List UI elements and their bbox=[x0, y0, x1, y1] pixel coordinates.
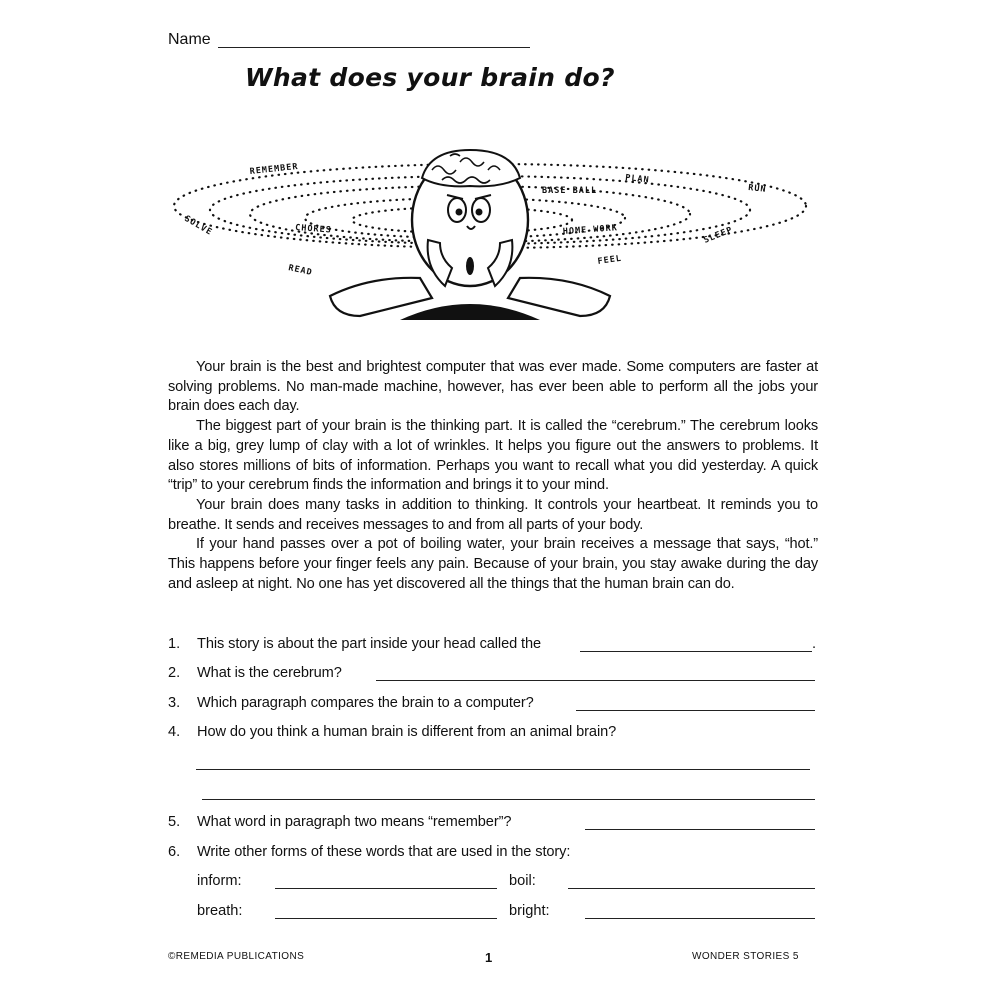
brain-illustration bbox=[170, 148, 820, 333]
answer-breath-line[interactable] bbox=[275, 918, 497, 919]
word-boil-label: boil: bbox=[509, 873, 536, 889]
answer-3-line[interactable] bbox=[576, 710, 815, 711]
story-paragraph-1: Your brain is the best and brightest computer that was ever made. Some computers are faster at solving problems. No man-made machine, however, has ever been able to perform all the jobs your brain does each day. bbox=[168, 359, 818, 415]
question-3-number: 3. bbox=[168, 695, 181, 711]
answer-2-line[interactable] bbox=[376, 680, 815, 681]
question-5-number: 5. bbox=[168, 814, 181, 830]
word-bright-label: bright: bbox=[509, 903, 550, 919]
story-paragraph-3: Your brain does many tasks in addition to thinking. It controls your heartbeat. It reminds you to breathe. It sends and receives messages to and from all parts of your body. bbox=[168, 496, 818, 533]
name-label: Name bbox=[168, 31, 211, 48]
story-paragraph-4: If your hand passes over a pot of boiling water, your brain receives a message that says, “hot.” This happens before your finger feels any pain. Because of your brain, you stay awake during the day and asleep at night. No one has yet discovered all the things that the human brain can do. bbox=[168, 536, 818, 592]
label-read: READ bbox=[287, 263, 314, 279]
question-4-text: How do you think a human brain is different from an animal brain? bbox=[197, 724, 617, 740]
label-plan: PLAN bbox=[624, 173, 651, 186]
label-run: RUN bbox=[747, 183, 767, 195]
label-chores: CHORES bbox=[294, 223, 333, 236]
question-6-text: Write other forms of these words that are used in the story: bbox=[197, 844, 571, 860]
question-3-text: Which paragraph compares the brain to a computer? bbox=[197, 695, 534, 711]
answer-1-line[interactable] bbox=[580, 651, 812, 652]
answer-4-line-1[interactable] bbox=[196, 769, 810, 770]
label-baseball: BASE BALL bbox=[542, 186, 598, 196]
question-4-number: 4. bbox=[168, 724, 181, 740]
label-solve: SOLVE bbox=[182, 213, 214, 238]
answer-boil-line[interactable] bbox=[568, 888, 815, 889]
question-2-number: 2. bbox=[168, 665, 181, 681]
label-homework: HOME WORK bbox=[562, 223, 619, 237]
footer-publisher: ©REMEDIA PUBLICATIONS bbox=[168, 951, 305, 962]
answer-bright-line[interactable] bbox=[585, 918, 815, 919]
footer-series: WONDER STORIES 5 bbox=[692, 951, 799, 962]
question-1-period: . bbox=[812, 636, 816, 652]
question-6-number: 6. bbox=[168, 844, 181, 860]
answer-inform-line[interactable] bbox=[275, 888, 497, 889]
answer-5-line[interactable] bbox=[585, 829, 815, 830]
question-1-text: This story is about the part inside your head called the bbox=[197, 636, 542, 652]
word-inform-label: inform: bbox=[197, 873, 242, 889]
question-5-text: What word in paragraph two means “remember”? bbox=[197, 814, 512, 830]
label-feel: FEEL bbox=[597, 253, 623, 267]
word-breath-label: breath: bbox=[197, 903, 243, 919]
page-title: What does your brain do? bbox=[245, 63, 615, 92]
label-sleep: SLEEP bbox=[702, 225, 735, 246]
name-field[interactable] bbox=[218, 47, 530, 48]
story-paragraph-2: The biggest part of your brain is the thinking part. It is called the “cerebrum.” The cerebrum looks like a big, grey lump of clay with a lot of wrinkles. It helps you figure out the answers to problems. It also stores millions of bits of information. Perhaps you want to recall what you did yesterday. A quick “trip” to your cerebrum finds the information and brings it to your mind. bbox=[168, 418, 818, 494]
label-remember: REMEMBER bbox=[249, 161, 299, 177]
page-number: 1 bbox=[485, 950, 493, 965]
story-text bbox=[168, 358, 818, 594]
answer-4-line-2[interactable] bbox=[202, 799, 815, 800]
question-1-number: 1. bbox=[168, 636, 181, 652]
question-2-text: What is the cerebrum? bbox=[197, 665, 342, 681]
